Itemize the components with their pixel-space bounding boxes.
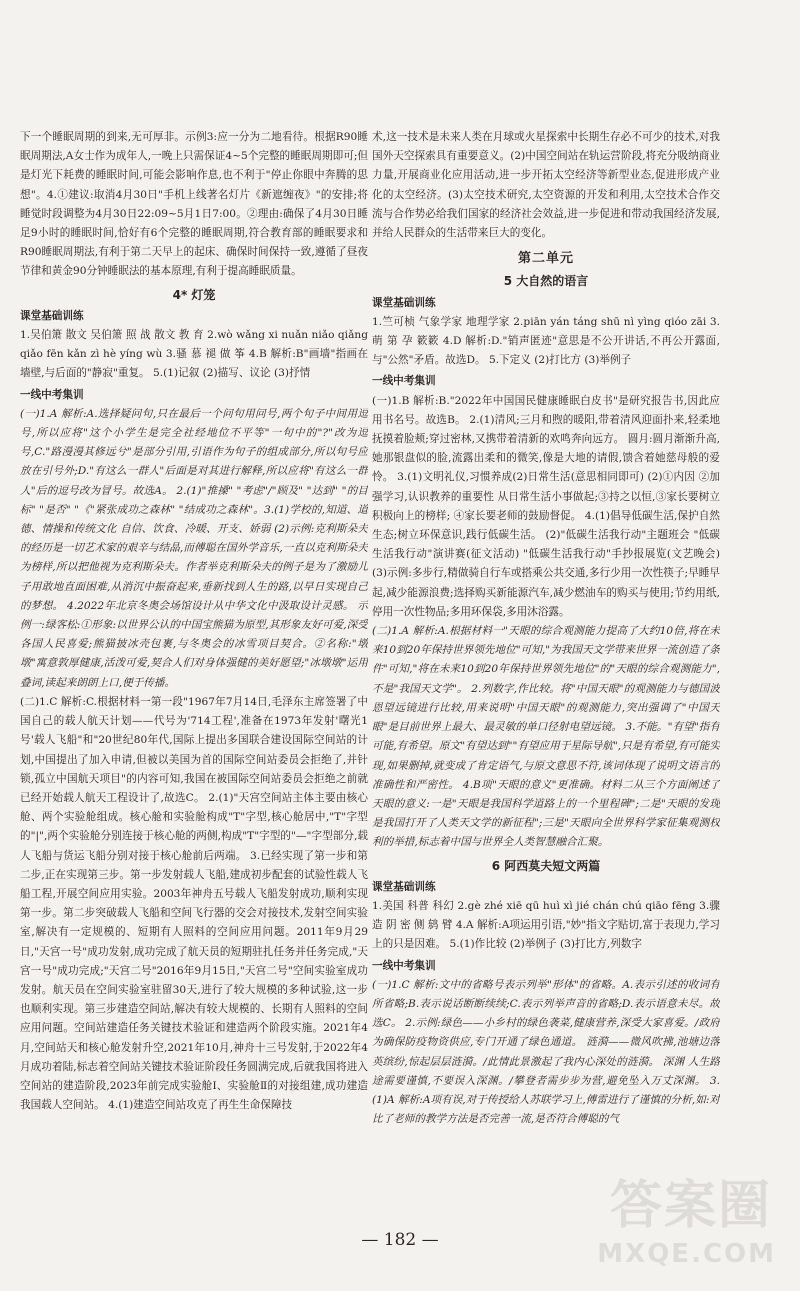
- unit-2-title: 第二单元: [517, 251, 574, 267]
- section-heading-exam-l5: 一线中考集训: [372, 375, 436, 388]
- section-heading-basic-l5: 课堂基础训练: [372, 296, 436, 309]
- left-column: [20, 128, 368, 1188]
- site-watermark: [592, 1163, 782, 1273]
- exam-answers-l5-part-2: (二)1.A 解析:A.根据材料一"天眼的综合观测能力提高了大约10倍,将在未来10到20年保持世界领先地位"可知,"为我国天文学带来世界一流创造了条件"可知,"将在未来10到20年保持世界领先地位"的"天眼的综合观测能力",不是"我国天文学"。 2.列数字,作比较。将"中国天眼"的观测能力与德国波恩望远镜进行比较,用来说明"中国天眼"的观测能力,突出强调了"中国天眼"是目前世界上最大、最灵敏的单口径射电望远镜。 3.不能。"有望"指有可能,有希望。原文"有望达到""有望应用于星际导航",只是有希望,有可能实现,如果删掉,就变成了肯定语气,与原文意思不符,该词体现了说明文语言的准确性和严密性。 4.B项"天眼的意义"更准确。材料二从三个方面阐述了天眼的意义:一是"天眼是我国科学道路上的一个里程碑";二是"天眼的发现是我国打开了人类天文学的新征程";三是"天眼向全世界科学家征集观测权利的举措,标志着中国与世界全人类智慧融合汇聚。: [372, 625, 720, 849]
- section-heading-exam: 一线中考集训: [20, 388, 84, 401]
- section-heading-basic: 课堂基础训练: [20, 309, 84, 322]
- basic-training-answers-l6: 1.美国 科普 科幻 2.gè zhé xiē qū huì xì jié chán chú qiāo fēng 3.骤 造 阴 密 侧 鸫 臂 4.A 解析:A项运用引语,"妙"指文字贴切,富于表现力,学习上的只是因难。 5.(1)作比较 (2)举例子 (3)打比方,列数字: [372, 899, 720, 951]
- section-heading-exam-l6: 一线中考集训: [372, 959, 436, 972]
- intro-paragraph: 下一个睡眠周期的到来,无可厚非。示例3:应一分为二地看待。根据R90睡眠周期法,A女士作为成年人,一晚上只需保证4~5个完整的睡眠周期即可;但是灯光下耗费的睡眠时间,可能会影响作息,也不利于"停止你眼中奔腾的思想"。4.①建议:取消4月30日"手机上线著名灯片《新遮缠夜》"的安排;将睡觉时段调整为4月30日22:09~5月1日7:00。②理由:确保了4月30日睡足9小时的睡眠时间,恰好有6个完整的睡眠周期,符合教育部的睡眠要求和R90睡眠周期法,有利于第二天早上的起床、确保时间保持一致,遵循了昼夜节律和黄金90分钟睡眠法的基本原理,有利于提高睡眠质量。: [20, 131, 368, 278]
- lesson-4-title: 4* 灯笼: [172, 287, 216, 302]
- section-heading-basic-l6: 课堂基础训练: [372, 880, 436, 893]
- lesson-5-title: 5 大自然的语言: [503, 274, 589, 289]
- lesson-6-title: 6 阿西莫夫短文两篇: [491, 858, 601, 873]
- page-number: — 182 —: [361, 1230, 439, 1250]
- watermark-logo-text: 答案圈: [609, 1176, 772, 1236]
- basic-training-answers-l5: 1.竺可桢 气象学家 地理学家 2.piān yán táng shū nì yìng qióo zāi 3.萌 第 孕 簌簌 4.D 解析:D."销声匿迹"意思是不公开讲话,不再公开露面,与"公然"矛盾。故选D。 5.下定义 (2)打比方 (3)举例子: [372, 315, 720, 367]
- exam-answers-l6-part-1: (一)1.C 解析:文中的省略号表示列举"形体"的省略。A.表示引述的收词有所省略;B.表示说话断断续续;C.表示列举声音的省略;D.表示语意未尽。故选C。 2.示例:绿色——小乡村的绿色袭菜,健康营养,深受大家喜爱。/政府为确保防疫物资供应,专门开通了绿色通道。 涟漪——微风吹拂,池塘边落英缤纷,惊起层层涟漪。/此情此景激起了我内心深处的涟漪。 深渊 人生路途需要谨慎,不要误入深渊。/攀登者需步步为营,避免坠入万丈深渊。 3.(1)A 解析:A项有误,对于传授给人苏联学习上,傅雷进行了谨慎的分析,如:对比了老师的教学方法是否完善一流,是否符合傅聪的气: [372, 978, 720, 1126]
- right-column: [372, 128, 720, 1188]
- exam-answers-part-2: (二)1.C 解析:C.根据材料一第一段"1967年7月14日,毛泽东主席签署了中国自己的载人航天计划——代号为'714工程',准备在1973年发射'曙光1号'载人飞船"和"20世纪80年代,国际上提出多国联合建设国际空间站的计划,中国提出了加入申请,但被以美国为首的国际空间站委员会拒绝了,并针锁,孤立中国航天项目"的内容可知,我国在被国际空间站委员会拒绝之前就已经开始载人航天工程设计了,故选C。 2.(1)"天宫空间站主体主要由核心舱、两个实验舱组成。核心舱和实验舱构成"T"字型,核心舱居中,"T"字型的"|",两个实验舱分别连接于核心舱的两侧,构成"T"字型的"—"字型部分,载人飞船与货运飞船分别对接于核心舱前后两端。 3.已经实现了第一步和第二步,正在实现第三步。第一步发射载人飞船,建成初步配套的试验性载人飞船工程,开展空间应用实验。2003年神舟五号载人飞船发射成功,顺利实现第一步。第二步突破载人飞船和空间飞行器的交会对接技术,发射空间实验室,解决有一定规模的、短期有人照料的空间应用问题。2011年9月29日,"天宫一号"成功发射,成功完成了航天员的短期驻扎任务并任务完成,"天宫一号"成功完成;"天宫二号"2016年9月15日,"天宫二号"空间实验室成功发射。航天员在空间实验室驻留30天,进行了较大规模的多种试验,这一步也顺利实现。第三步建造空间站,解决有较大规模的、长期有人照料的空间应用问题。空间站建造任务关键技术验证和建造两个阶段实施。2021年4月,空间站天和核心舱发射升空,2021年10月,神舟十三号发射,于2022年4月成功着陆,标志着空间站关键技术验证阶段任务圆满完成,后就我国将进入空间站的建造阶段,2023年前完成实验舱Ⅰ、实验舱Ⅱ的对接组建,成功建造我国载人空间站。 4.(1)建造空间站攻克了再生生命保障技: [20, 695, 368, 1112]
- watermark-url: MXQE.COM: [597, 1239, 776, 1269]
- exam-answers-part-1: (一)1.A 解析:A.选择疑问句,只在最后一个问句用问号,两个句子中间用逗号,所以应将"这个小学生是完全社经地位不平等"一句中的"?"改为逗号,C."路漫漫其修远兮"是部分引用,引语作为句子的组成部分,所以句号应放在引号外;D."有这么一群人"后面是对其进行解释,所以应将"有这么一群人"后的逗号改为冒号。故选A。 2.(1)"推搡" "考虑"/"顾及" "达到" "的目标" "是否" "《"紧张成功之森林" "结成功之森林"。3.(1)学校的,知道、道德、情操和传统文化 自信、饮食、冷暖、开支、娇弱 (2)示例:克利斯朵夫的经历是一切艺术家的艰辛与结晶,而傅聪在国外学音乐,一直以克利斯朵夫为榜样,所以把他视为克利斯朵夫。作者举克利斯朵夫的例子是为了激励儿子用敢地直面困难,从消沉中振奋起来,垂新找到人生的路,以早日实现自己的梦想。 4.2022年北京冬奥会场馆设计从中华文化中汲取设计灵感。 示例一:绿客松:①形象:以世界公认的中国宝熊猫为原型,其形象友好可爱,深受各国人民喜爱;熊猫披冰壳包裹,与冬奥会的冰雪项目契合。②名称:"墩墩"寓意敦厚健康,活泼可爱,契合人们对身体强健的美好愿望;"冰墩墩"运用叠词,读起来朗朗上口,便于传播。: [20, 407, 368, 689]
- basic-training-answers: 1.吴伯箫 散文 吴伯箫 照 战 散文 教 育 2.wò wǎng xi nuǎn niǎo qiǎng qiǎo fēn kǎn zì hè yíng wù 3.骚 慕 褪 做 筝 4.B 解析:B"画墙"指画在墙壁,与后面的"静寂"重复。 5.(1)记叙 (2)描写、议论 (3)抒情: [20, 329, 368, 380]
- continued-paragraph: 术,这一技术是未来人类在月球或火星探索中长期生存必不可少的技术,对我国外天空探索具有重要意义。(2)中国空间站在轨运营阶段,将充分吸纳商业力量,开展商业化应用活动,进一步开拓太空经济等新型业态,促进形成产业化的太空经济。(3)太空技术研究,太空资源的开发和利用,太空技术合作交流与合作势必给我们国家的经济社会效益,进一步促进和带动我国经济发展,并给人民群众的生活带来巨大的变化。: [372, 131, 720, 240]
- exam-answers-l5-part-1: (一)1.B 解析:B."2022年中国国民健康睡眠白皮书"是研究报告书,因此应用书名号。故选B。 2.(1)清风;三月和煦的暖阳,带着清风迎面扑来,轻柔地抚摸着脸颊;穿过密林,又携带着清新的欢鸣奔向远方。 圆月:圆月渐渐升高,她那银盘似的脸,流露出柔和的微笑,像是大地的请假,馈含着她慈母般的爱怜。 3.(1)文明礼仪,习惯养成(2)日常生活(意思相同即可) (2)①内因 ②加强学习,认识教养的重要性 从日常生活小事做起;③持之以恒,③家长要树立积极向上的榜样; ④家长要老师的鼓励督促。 4.(1)倡导低碳生活,保护自然生态;树立环保意识,践行低碳生活。 (2)"低碳生活我行动"主题班会 "低碳生活我行动"演讲赛(征文活动) "低碳生活我行动"手抄报展览(文艺晚会) (3)示例:多步行,精做骑自行车或搭乘公共交通,多行少用一次性筷子;早睡早起,减少能源浪费;选择购买新能源汽车,减少燃油车的购买与使用;节约用纸,停用一次性物品;多用环保袋,多用沐浴露。: [372, 394, 720, 618]
